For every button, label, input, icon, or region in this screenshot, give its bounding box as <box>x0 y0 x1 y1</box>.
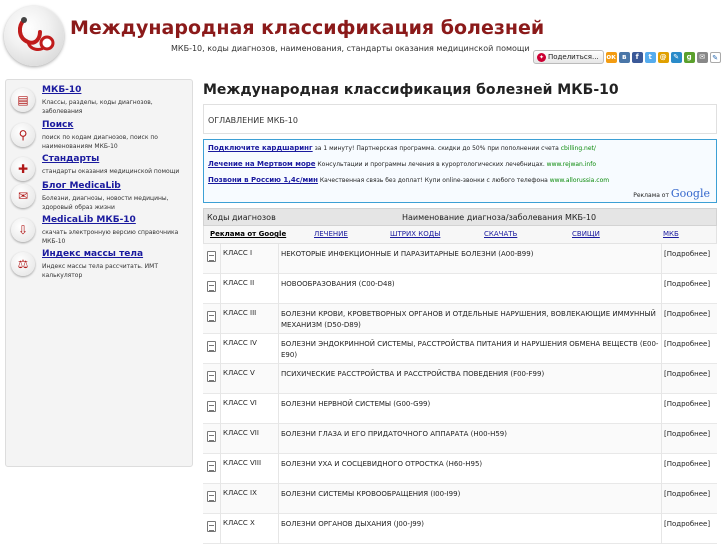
table-row[interactable] <box>203 394 717 424</box>
more-link[interactable]: [Подробнее] <box>664 490 711 498</box>
more-link[interactable]: [Подробнее] <box>664 370 711 378</box>
document-icon[interactable] <box>207 431 216 442</box>
toc-label: ОГЛАВЛЕНИЕ МКБ-10 <box>208 116 298 125</box>
class-name[interactable]: БОЛЕЗНИ ГЛАЗА И ЕГО ПРИДАТОЧНОГО АППАРАТА (H00-H59) <box>281 430 507 438</box>
class-name[interactable]: БОЛЕЗНИ КРОВИ, КРОВЕТВОРНЫХ ОРГАНОВ И ОТДЕЛЬНЫЕ НАРУШЕНИЯ, ВОВЛЕКАЮЩИЕ ИММУННЫЙ МЕХАНИЗМ (D50-D89) <box>281 310 656 329</box>
sidebar-item-title[interactable]: МКБ-10 <box>42 85 82 95</box>
class-code[interactable]: КЛАСС X <box>223 519 255 527</box>
ad-text: Качественная связь без доплат! Купи online-звонки с любого телефона <box>317 177 550 184</box>
sidebar-item-bmi[interactable] <box>6 249 194 283</box>
class-name[interactable]: ПСИХИЧЕСКИЕ РАССТРОЙСТВА И РАССТРОЙСТВА ПОВЕДЕНИЯ (F00-F99) <box>281 370 545 378</box>
google-icon[interactable]: g <box>684 52 695 63</box>
ads-by-label: Реклама от <box>633 192 671 199</box>
class-code[interactable]: КЛАСС VI <box>223 399 257 407</box>
document-icon[interactable] <box>207 521 216 532</box>
sidebar-item-title[interactable]: Блог MedicaLib <box>42 181 121 191</box>
sidebar-item-download[interactable] <box>6 215 194 249</box>
ad-link[interactable]: Позвони в Россию 1,4с/мин <box>208 176 318 184</box>
class-code[interactable]: КЛАСС VII <box>223 429 259 437</box>
odnoklassniki-icon[interactable]: ок <box>606 52 616 61</box>
class-code[interactable]: КЛАСС V <box>223 369 255 377</box>
download-icon: ⇩ <box>11 218 35 242</box>
more-link[interactable]: [Подробнее] <box>664 400 711 408</box>
sidebar-item-title[interactable]: Поиск <box>42 120 74 130</box>
share-icon: ✦ <box>538 53 545 61</box>
ad-url[interactable]: www.rejwan.info <box>546 161 596 168</box>
table-row[interactable] <box>203 514 717 544</box>
column-header-codes: Коды диагнозов <box>207 213 276 222</box>
sidebar-item-search[interactable] <box>6 120 194 154</box>
document-icon[interactable] <box>207 281 216 292</box>
page-title: Международная классификация болезней МКБ-10 <box>203 82 619 98</box>
more-link[interactable]: [Подробнее] <box>664 430 711 438</box>
table-row[interactable] <box>203 274 717 304</box>
stethoscope-logo[interactable] <box>4 6 64 66</box>
ad-link-fistulas[interactable]: СВИЩИ <box>572 230 600 238</box>
vkontakte-icon[interactable]: в <box>619 52 630 63</box>
ad-url[interactable]: www.allorussia.com <box>549 177 610 184</box>
twitter-icon[interactable]: t <box>645 52 656 63</box>
ad-line <box>208 160 596 168</box>
sidebar-item-desc: Классы, разделы, коды диагнозов, заболевания <box>42 99 153 115</box>
ad-line <box>208 144 596 152</box>
ad-link-barcodes[interactable]: ШТРИХ КОДЫ <box>390 230 441 238</box>
ad-link[interactable]: Лечение на Мертвом море <box>208 160 316 168</box>
document-icon[interactable] <box>207 251 216 262</box>
document-icon[interactable] <box>207 401 216 412</box>
site-title: Международная классификация болезней <box>70 17 545 39</box>
sidebar-item-desc: Болезни, диагнозы, новости медицины, здоровый образ жизни <box>42 195 169 211</box>
search-icon: ⚲ <box>11 123 35 147</box>
more-link[interactable]: [Подробнее] <box>664 310 711 318</box>
more-link[interactable]: [Подробнее] <box>664 340 711 348</box>
document-icon[interactable] <box>207 491 216 502</box>
class-name[interactable]: БОЛЕЗНИ ОРГАНОВ ДЫХАНИЯ (J00-J99) <box>281 520 424 528</box>
class-code[interactable]: КЛАСС IV <box>223 339 257 347</box>
class-name[interactable]: БОЛЕЗНИ НЕРВНОЙ СИСТЕМЫ (G00-G99) <box>281 400 431 408</box>
sidebar-item-title[interactable]: MedicaLib МКБ-10 <box>42 215 136 225</box>
email-icon[interactable]: ✉ <box>697 52 708 63</box>
chat-icon: ✉ <box>11 184 35 208</box>
class-code[interactable]: КЛАСС II <box>223 279 255 287</box>
class-code[interactable]: КЛАСС IX <box>223 489 257 497</box>
bookmark-icon[interactable]: ✎ <box>710 52 721 63</box>
first-aid-icon: ✚ <box>11 157 35 181</box>
ad-links-bar <box>203 226 717 244</box>
more-link[interactable]: [Подробнее] <box>664 280 711 288</box>
more-link[interactable]: [Подробнее] <box>664 460 711 468</box>
table-row[interactable] <box>203 454 717 484</box>
ad-link-mkb[interactable]: МКБ <box>663 230 679 238</box>
ads-by-google[interactable] <box>633 187 710 200</box>
ad-link[interactable]: Подключите кардшаринг <box>208 144 313 152</box>
column-divider <box>661 244 662 544</box>
sidebar-item-desc: скачать электронную версию справочника МКБ-10 <box>42 229 179 245</box>
document-icon[interactable] <box>207 461 216 472</box>
ad-link-download[interactable]: СКАЧАТЬ <box>484 230 518 238</box>
class-name[interactable]: БОЛЕЗНИ ЭНДОКРИННОЙ СИСТЕМЫ, РАССТРОЙСТВА ПИТАНИЯ И НАРУШЕНИЯ ОБМЕНА ВЕЩЕСТВ (E00-E90) <box>281 340 659 359</box>
sidebar <box>5 79 193 467</box>
more-link[interactable]: [Подробнее] <box>664 250 711 258</box>
sidebar-item-blog[interactable] <box>6 181 194 215</box>
ad-link-treatment[interactable]: ЛЕЧЕНИЕ <box>314 230 348 238</box>
table-row[interactable] <box>203 364 717 394</box>
share-toolbar <box>533 50 721 64</box>
sidebar-item-mkb10[interactable] <box>6 85 194 119</box>
scales-icon: ⚖ <box>11 252 35 276</box>
site-subtitle: МКБ-10, коды диагнозов, наименования, стандарты оказания медицинской помощи <box>171 44 530 53</box>
books-icon: ▤ <box>11 88 35 112</box>
class-code[interactable]: КЛАСС I <box>223 249 253 257</box>
sidebar-item-title[interactable]: Стандарты <box>42 154 100 164</box>
toc-box <box>203 104 717 134</box>
ad-text: за 1 минуту! Партнерская программа. скидки до 50% при пополнении счета <box>312 145 561 152</box>
ad-links-label[interactable]: Реклама от Google <box>210 230 287 238</box>
table-row[interactable] <box>203 424 717 454</box>
class-name[interactable]: НЕКОТОРЫЕ ИНФЕКЦИОННЫЕ И ПАРАЗИТАРНЫЕ БОЛЕЗНИ (A00-B99) <box>281 250 534 258</box>
class-code[interactable]: КЛАСС III <box>223 309 257 317</box>
livejournal-icon[interactable]: ✎ <box>671 52 682 63</box>
myworld-icon[interactable]: @ <box>659 52 667 61</box>
column-divider <box>278 244 279 544</box>
document-icon[interactable] <box>207 341 216 352</box>
class-name[interactable]: НОВООБРАЗОВАНИЯ (C00-D48) <box>281 280 395 288</box>
class-name[interactable]: БОЛЕЗНИ УХА И СОСЦЕВИДНОГО ОТРОСТКА (H60-H95) <box>281 460 483 468</box>
document-icon[interactable] <box>207 311 216 322</box>
ads-block <box>203 139 717 203</box>
class-name[interactable]: БОЛЕЗНИ СИСТЕМЫ КРОВООБРАЩЕНИЯ (I00-I99) <box>281 490 461 498</box>
facebook-icon[interactable]: f <box>632 52 643 63</box>
table-header <box>203 208 717 226</box>
table-row[interactable] <box>203 244 717 274</box>
ad-line <box>208 176 609 184</box>
column-header-names: Наименование диагноза/заболевания МКБ-10 <box>402 213 597 222</box>
column-divider <box>220 244 221 544</box>
google-logo: Google <box>670 187 710 200</box>
share-label: Поделиться... <box>548 53 599 61</box>
ad-text: Консультации и программы лечения в курортологических лечебницах. <box>315 161 547 168</box>
table-row[interactable] <box>203 304 717 334</box>
class-table <box>203 244 717 544</box>
document-icon[interactable] <box>207 371 216 382</box>
sidebar-item-title[interactable]: Индекс массы тела <box>42 249 144 259</box>
class-code[interactable]: КЛАСС VIII <box>223 459 262 467</box>
site-header <box>0 0 727 75</box>
sidebar-item-desc: стандарты оказания медицинской помощи <box>42 168 180 175</box>
table-row[interactable] <box>203 484 717 514</box>
ad-url[interactable]: cbilling.net/ <box>560 145 596 152</box>
sidebar-item-desc: Индекс массы тела рассчитать. ИМТ калькулятор <box>42 263 159 279</box>
table-row[interactable] <box>203 334 717 364</box>
share-button[interactable] <box>533 50 604 64</box>
sidebar-item-desc: поиск по кодам диагнозов, поиск по наименованиям МКБ-10 <box>42 134 158 150</box>
more-link[interactable]: [Подробнее] <box>664 520 711 528</box>
